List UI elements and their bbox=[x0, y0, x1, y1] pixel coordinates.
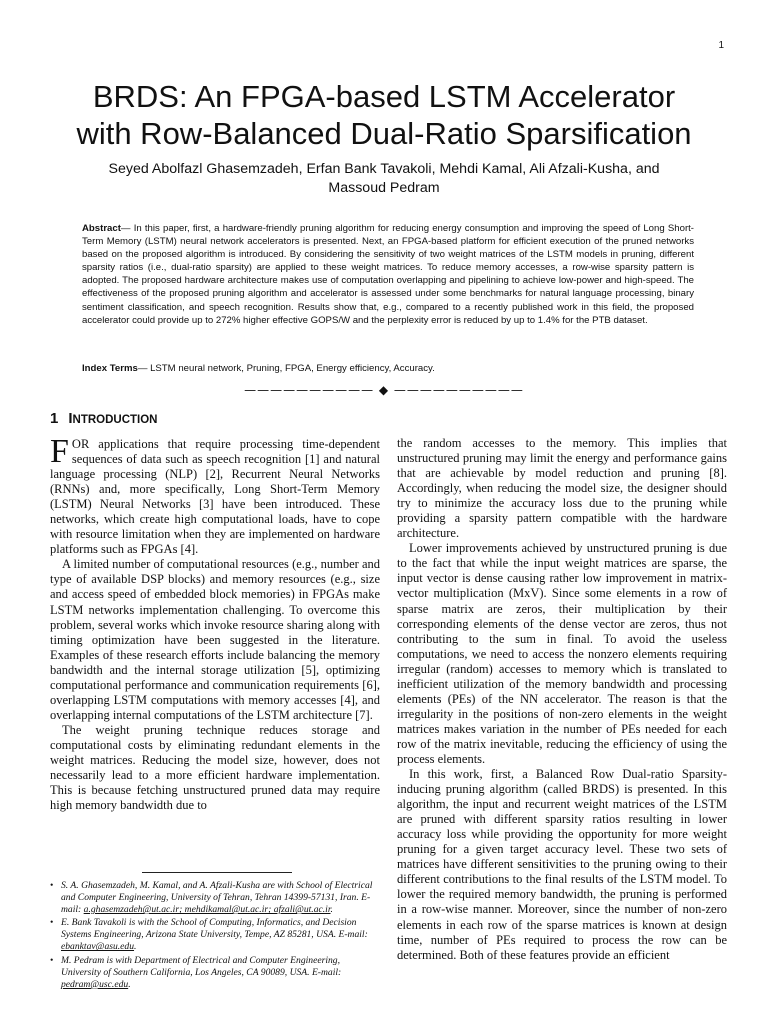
abstract bbox=[82, 222, 694, 327]
footnote-1-emails[interactable]: a.ghasemzadeh@ut.ac.ir; mehdikamal@ut.ac.ir; afzali@ut.ac.ir bbox=[83, 904, 331, 916]
intro-paragraph-1 bbox=[50, 433, 380, 557]
section-divider: —————————— ◆ —————————— bbox=[244, 383, 524, 397]
footnote-2-emails[interactable]: ebanktav@asu.edu bbox=[61, 941, 135, 953]
footnote-3-emails[interactable]: pedram@usc.edu bbox=[61, 978, 129, 990]
intro-paragraph-4: the random accesses to the memory. This implies that unstructured pruning may limit the energy and performance gains that are achievable by model reduction and pruning [8]. Accordingly, when reducing the model size, the designer should try to minimize the accuracy loss due to the pruning while providing a sparsity pattern compatible with the hardware architecture. bbox=[397, 436, 727, 541]
section-title-initial: I bbox=[68, 410, 73, 427]
author-list bbox=[60, 160, 708, 198]
footnote-3-text: M. Pedram is with Department of Electrical and Computer Engineering, University of Southern California, Los Angeles, CA 90089, USA. E-mail: bbox=[61, 954, 342, 978]
footnote-bullet: • bbox=[50, 917, 54, 929]
paper-title bbox=[0, 78, 768, 152]
footnote-2-text: E. Bank Tavakoli is with the School of Computing, Informatics, and Decision Systems Engineering, Arizona State University, Tempe, AZ 85281, USA. E-mail: bbox=[61, 917, 368, 941]
intro-paragraph-6: In this work, first, a Balanced Row Dual-ratio Sparsity-inducing pruning algorithm (called BRDS) is presented. In this algorithm, the input and recurrent weight matrices of the LSTM are pruned with different sparsity ratios resulting in lower accuracy loss while providing the opportunity for more weight pruning for a given target accuracy level. These two sets of matrices have different sensitivities to the pruning owing to their different contributions to the final results of the LSTM model. To lower the required memory bandwidth, the pruning is performed in a row-wise manner. Moreover, since the number of non-zero elements in each row of the sparse matrices is known at design time, number of PEs required to process the row can be determined. Both of these features provide an efficient bbox=[397, 767, 727, 962]
page-number: 1 bbox=[718, 40, 724, 51]
intro-paragraph-3: The weight pruning technique reduces storage and computational costs by eliminating redundant elements in the weight matrices. Reducing the model size, however, does not necessarily lead to a more efficient hardware implementation. This is because fetching unstructured pruned data may require high memory bandwidth due to bbox=[50, 722, 380, 813]
left-column bbox=[50, 411, 380, 813]
section-heading-introduction bbox=[50, 411, 380, 427]
section-title-rest: NTRODUCTION bbox=[72, 414, 158, 426]
footnote-1 bbox=[50, 880, 382, 916]
footnote-rule bbox=[142, 872, 292, 873]
section-number: 1 bbox=[50, 410, 59, 427]
drop-cap: F bbox=[50, 433, 69, 470]
index-terms-text: — LSTM neural network, Pruning, FPGA, Energy efficiency, Accuracy. bbox=[137, 363, 435, 374]
abstract-text: — In this paper, first, a hardware-friendly pruning algorithm for reducing energy consumption and improving the speed of Long Short-Term Memory (LSTM) neural network accelerators is presented. Next, an FPGA-based platform for efficient execution of the pruned networks based on the proposed algorithm is introduced. By considering the sensitivity of two weight matrices of the LSTM models in pruning, different sparsity ratios (i.e., dual-ratio sparsity) are applied to these weight matrices. To reduce memory accesses, a row-wise sparsity pattern is adopted. The proposed hardware architecture makes use of computation overlapping and pipelining to achieve low-power and high-speed. The effectiveness of the proposed pruning algorithm and accelerator is assessed under some benchmarks for natural language processing, binary sentiment classification, and speech recognition. Results show that, e.g., compared to a recently published work in this field, the proposed accelerator could provide up to 272% higher effective GOPS/W and the perplexity error is reduced by up to 1.4% for the PTB dataset. bbox=[82, 223, 694, 326]
intro-paragraph-5: Lower improvements achieved by unstructured pruning is due to the fact that while the input weight matrices are sparse, the input vector is dense causing rather low improvement in matrix-vector multiplication (MxV). Since some elements in a row of sparse matrix are zeros, their multiplication by their corresponding elements of the dense vector are zeros, thus not contributing to the sum in final. To avoid the useless computations, we need to access the nonzero elements requiring irregular (random) accesses to memory which is translated to inefficient utilization of the memory bandwidth and processing elements (PEs) of the NN accelerator. The reason is that the irregularity in the positions of non-zero elements in the weight matrices makes variation in the number of PEs needed for each row of the matrix inevitable, reducing the efficiency of using the process elements. bbox=[397, 541, 727, 766]
footnote-1-text: S. A. Ghasemzadeh, M. Kamal, and A. Afzali-Kusha are with School of Electrical and Computer Engineering, University of Tehran, Tehran 14399-57131, Iran. E-mail: bbox=[61, 880, 373, 916]
footnote-bullet: • bbox=[50, 954, 54, 966]
right-column bbox=[397, 436, 727, 963]
footnote-2 bbox=[50, 917, 382, 953]
index-terms-label: Index Terms bbox=[82, 363, 138, 374]
index-terms bbox=[82, 362, 694, 375]
abstract-label: Abstract bbox=[82, 223, 121, 234]
intro-paragraph-1-text: OR applications that require processing time-dependent sequences of data such as speech recognition [1] and natural language processing (NLP) [2], Recurrent Neural Networks (RNNs) and, more specifically, Long Short-Term Memory (LSTM) Neural Networks [3] have been introduced. These networks, which create high computational loads, have to cope with resource limitation when they are implemented on hardware platforms such as FPGAs [4]. bbox=[50, 437, 380, 557]
footnote-1-tail: . bbox=[330, 904, 333, 916]
footnote-3 bbox=[50, 955, 382, 991]
title-line-1: BRDS: An FPGA-based LSTM Accelerator bbox=[92, 79, 676, 114]
title-line-2: with Row-Balanced Dual-Ratio Sparsification bbox=[76, 116, 692, 151]
footnote-bullet: • bbox=[50, 880, 54, 891]
intro-paragraph-2: A limited number of computational resources (e.g., number and type of available DSP blocks) and memory resources (e.g., size and access speed of embedded block memories) in FPGAs make LSTM networks implementation challenging. To overcome this problem, several works which invoke resource sharing along with timing optimization have been suggested in the literature. Examples of these research efforts include balancing the memory bandwidth and the internal storage utilization [5], optimizing computational performance and communication requirements [6], overlapping LSTM computations with memory accesses [4], and overlapping internal computations of the LSTM architecture [7]. bbox=[50, 557, 380, 722]
footnote-3-tail: . bbox=[128, 978, 131, 990]
footnotes bbox=[50, 880, 382, 992]
footnote-2-tail: . bbox=[134, 941, 137, 953]
authors-line-2: Massoud Pedram bbox=[328, 180, 440, 196]
authors-line-1: Seyed Abolfazl Ghasemzadeh, Erfan Bank Tavakoli, Mehdi Kamal, Ali Afzali-Kusha, and bbox=[108, 161, 660, 177]
